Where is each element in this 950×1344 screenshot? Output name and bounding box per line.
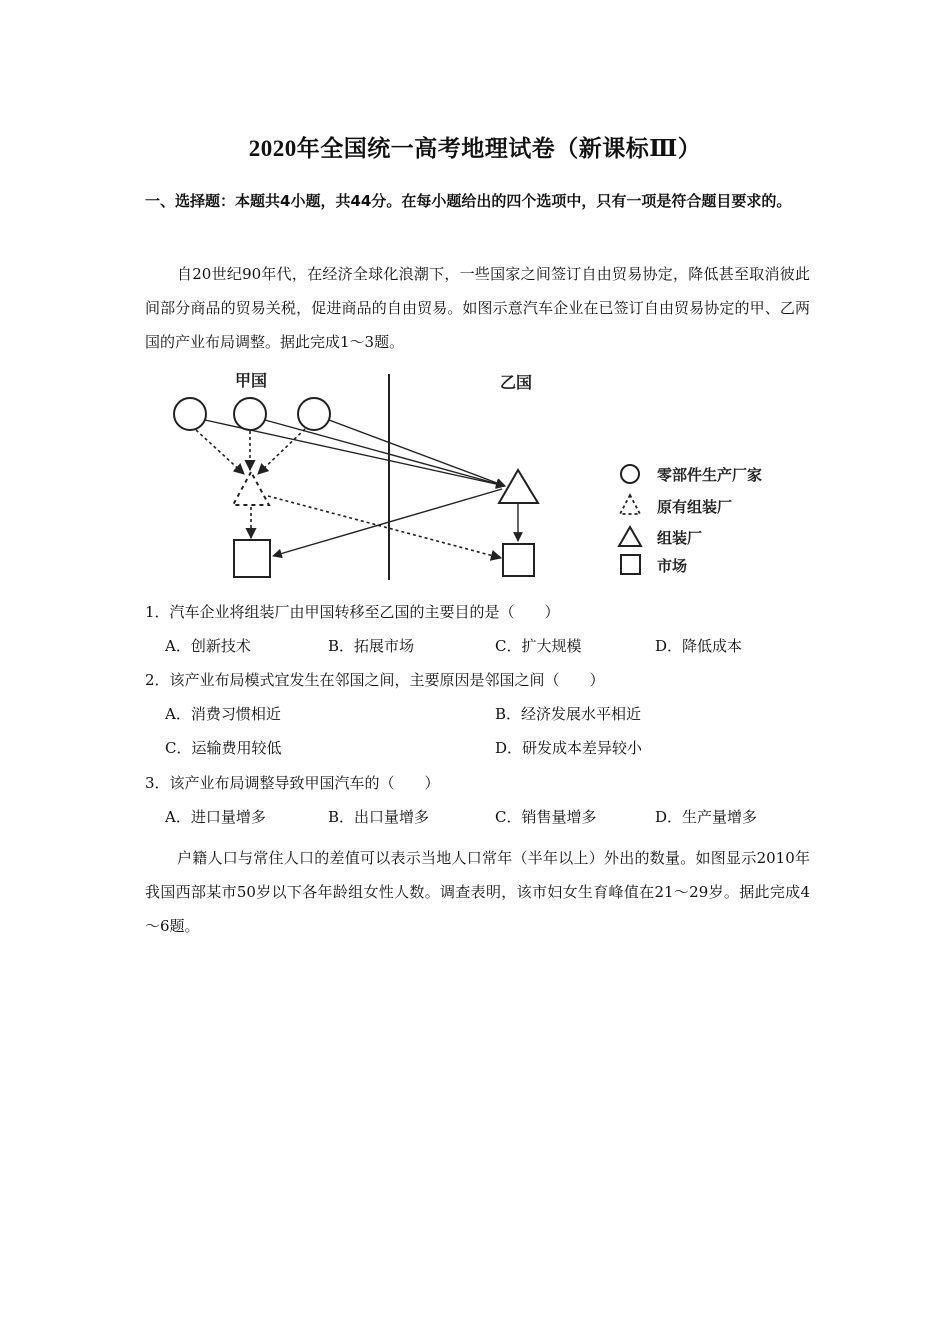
intro-paragraph-2: 户籍人口与常住人口的差值可以表示当地人口常年（半年以上）外出的数量。如图显示2010年我国西部某市50岁以下各年龄组女性人数。调查表明，该市妇女生育峰值在21～29岁。据此完成4～6题。: [145, 849, 810, 935]
q1-option-b: B．拓展市场: [328, 637, 415, 655]
market-country-b: [503, 544, 534, 576]
legend-dashed-triangle-icon: [620, 495, 640, 514]
legend-old-assembly-label: 原有组装厂: [657, 498, 733, 516]
q3-option-c: C．销售量增多: [495, 808, 597, 826]
original-assembly-plant: [233, 472, 269, 505]
old-flow-5: [268, 496, 501, 558]
page-title: 2020年全国统一高考地理试卷（新课标Ⅲ）: [248, 136, 702, 161]
old-flow-1: [196, 430, 244, 474]
q2-option-b: B．经济发展水平相近: [495, 705, 642, 723]
legend-market-label: 市场: [657, 557, 688, 575]
parts-factory-2: [234, 398, 266, 430]
q1-option-c: C．扩大规模: [495, 637, 582, 655]
old-flow-3: [258, 429, 305, 474]
q2-option-c: C．运输费用较低: [165, 739, 282, 757]
q2-option-d: D．研发成本差异较小: [495, 739, 643, 757]
parts-factory-1: [174, 398, 206, 430]
question-3: 3．该产业布局调整导致甲国汽车的（ ）: [145, 774, 440, 792]
legend-triangle-icon: [619, 527, 641, 546]
market-country-a: [234, 540, 270, 577]
section-header: 一、选择题：本题共4小题，共44分。在每小题给出的四个选项中，只有一项是符合题目要求的。: [145, 192, 792, 210]
legend-circle-icon: [621, 465, 639, 483]
industry-layout-diagram: [160, 362, 800, 587]
legend-parts-label: 零部件生产厂家: [657, 466, 763, 484]
country-b-label: 乙国: [500, 373, 533, 392]
intro-paragraph-1: 自20世纪90年代，在经济全球化浪潮下，一些国家之间签订自由贸易协定，降低甚至取消彼此间部分商品的贸易关税，促进商品的自由贸易。如图示意汽车企业在已签订自由贸易协定的甲、乙两国的产业布局调整。据此完成1～3题。: [145, 265, 810, 351]
parts-factory-3: [298, 398, 330, 430]
legend-square-icon: [621, 555, 640, 574]
q3-option-b: B．出口量增多: [328, 808, 430, 826]
question-1: 1．汽车企业将组装厂由甲国转移至乙国的主要目的是（ ）: [145, 603, 560, 621]
legend-assembly-label: 组装厂: [657, 529, 703, 547]
q1-option-a: A．创新技术: [165, 637, 251, 655]
q3-option-d: D．生产量增多: [655, 808, 758, 826]
country-a-label: 甲国: [235, 371, 268, 390]
q2-option-a: A．消费习惯相近: [165, 705, 281, 723]
flow-assembly-to-market-a: [273, 489, 502, 556]
q1-option-d: D．降低成本: [655, 637, 743, 655]
question-2: 2．该产业布局模式宜发生在邻国之间，主要原因是邻国之间（ ）: [145, 671, 605, 689]
flow-parts-2: [265, 420, 505, 486]
q3-option-a: A．进口量增多: [165, 808, 266, 826]
